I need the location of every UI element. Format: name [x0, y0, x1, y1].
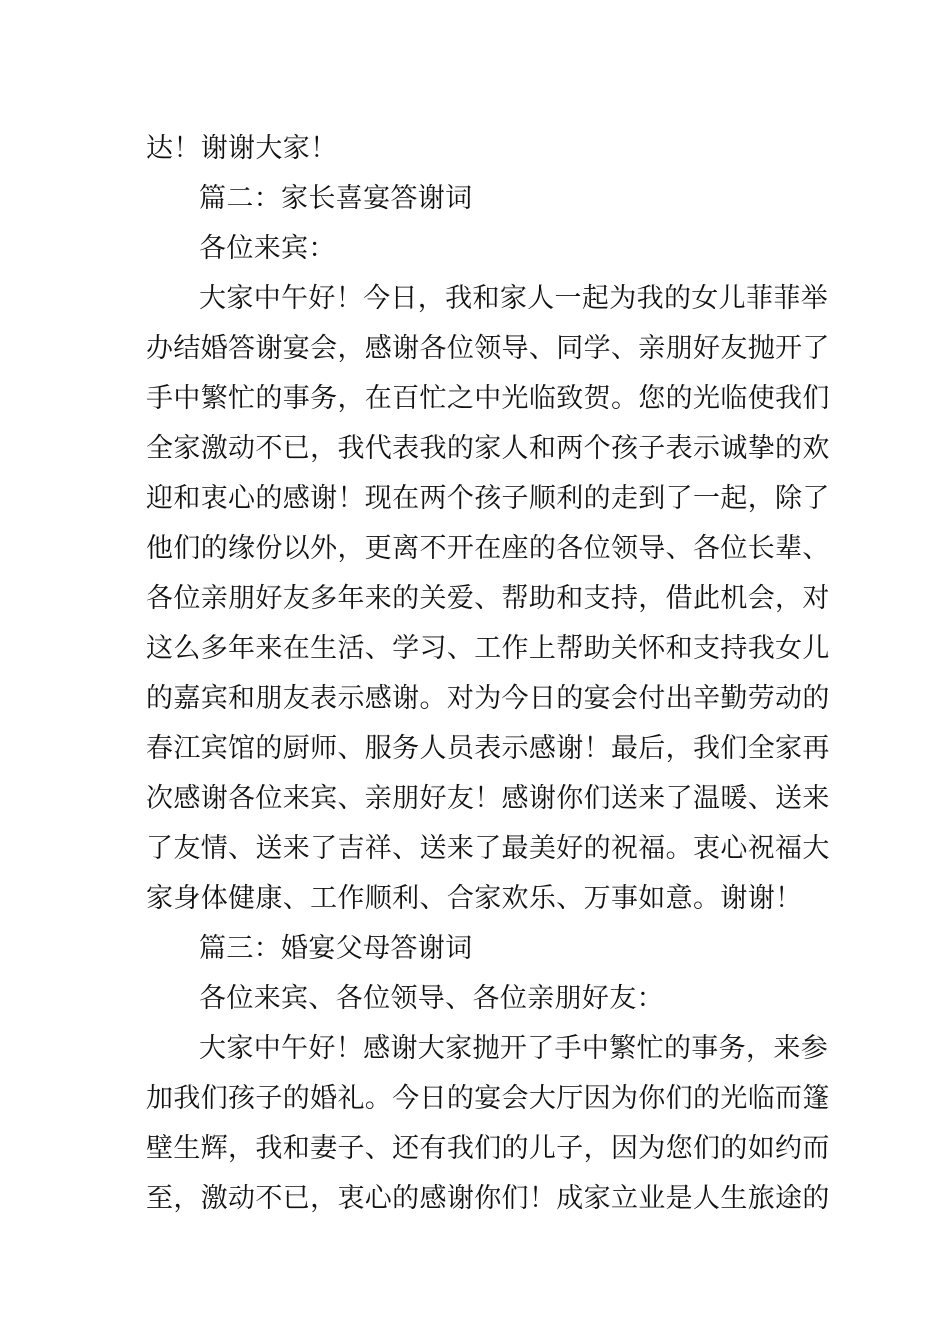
salutation: 各位来宾、各位领导、各位亲朋好友：: [199, 983, 664, 1014]
text-line: 春江宾馆的厨师、服务人员表示感谢！最后，我们全家再: [146, 733, 830, 764]
text-line: 迎和衷心的感谢！现在两个孩子顺利的走到了一起，除了: [146, 483, 830, 514]
section-heading: 篇二：家长喜宴答谢词: [199, 183, 473, 214]
text-line: 了友情、送来了吉祥、送来了最美好的祝福。衷心祝福大: [146, 833, 830, 864]
text-line: 家身体健康、工作顺利、合家欢乐、万事如意。谢谢！: [146, 883, 803, 914]
text-line: 达！谢谢大家！: [146, 133, 338, 164]
text-line: 的嘉宾和朋友表示感谢。对为今日的宴会付出辛勤劳动的: [146, 683, 830, 714]
text-line: 大家中午好！感谢大家抛开了手中繁忙的事务，来参: [199, 1033, 829, 1064]
text-line: 大家中午好！今日，我和家人一起为我的女儿菲菲举: [199, 283, 829, 314]
text-line: 手中繁忙的事务，在百忙之中光临致贺。您的光临使我们: [146, 383, 830, 414]
text-line: 全家激动不已，我代表我的家人和两个孩子表示诚挚的欢: [146, 433, 830, 464]
text-line: 这么多年来在生活、学习、工作上帮助关怀和支持我女儿: [146, 633, 830, 664]
text-line: 加我们孩子的婚礼。今日的宴会大厅因为你们的光临而篷: [146, 1083, 830, 1114]
text-line: 至，激动不已，衷心的感谢你们！成家立业是人生旅途的: [146, 1183, 830, 1214]
text-line: 办结婚答谢宴会，感谢各位领导、同学、亲朋好友抛开了: [146, 333, 830, 364]
section-heading: 篇三：婚宴父母答谢词: [199, 933, 473, 964]
text-line: 壁生辉，我和妻子、还有我们的儿子，因为您们的如约而: [146, 1133, 830, 1164]
text-line: 各位亲朋好友多年来的关爱、帮助和支持，借此机会，对: [146, 583, 830, 614]
salutation: 各位来宾：: [199, 233, 336, 264]
document-body: [146, 124, 830, 1224]
text-line: 次感谢各位来宾、亲朋好友！感谢你们送来了温暖、送来: [146, 783, 830, 814]
text-line: 他们的缘份以外，更离不开在座的各位领导、各位长辈、: [146, 533, 830, 564]
